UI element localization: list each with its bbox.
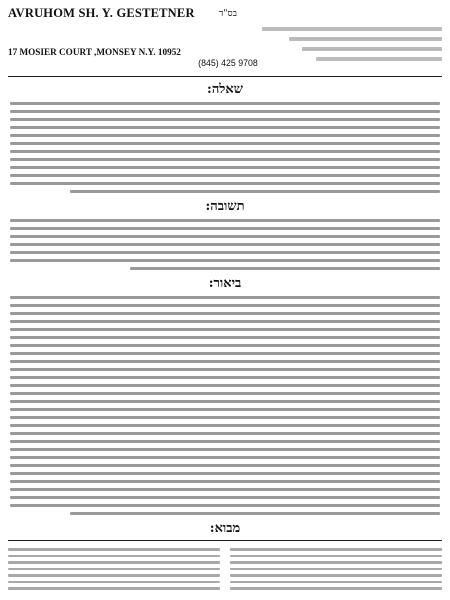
text-line <box>10 304 440 307</box>
text-line <box>8 568 220 571</box>
text-line <box>10 182 440 185</box>
text-line <box>10 456 440 459</box>
text-line <box>10 480 440 483</box>
text-line <box>10 336 440 339</box>
explanation-heading: ביאור: <box>208 276 242 291</box>
text-line <box>230 594 442 595</box>
text-line <box>10 110 440 113</box>
letterhead-english-name: AVRUHOM SH. Y. GESTETNER <box>8 6 195 20</box>
question-body <box>8 102 442 193</box>
letterhead-english-address: 17 MOSIER COURT ,MONSEY N.Y. 10952 <box>8 47 181 57</box>
text-line <box>10 142 440 145</box>
text-line <box>10 259 440 262</box>
text-line <box>230 581 442 584</box>
text-line <box>10 227 440 230</box>
text-line <box>8 548 220 551</box>
text-line <box>10 408 440 411</box>
text-line <box>10 174 440 177</box>
text-line <box>10 235 440 238</box>
text-line <box>10 166 440 169</box>
footer-rule <box>8 540 442 541</box>
text-line <box>230 555 442 558</box>
letterhead-english <box>8 6 193 57</box>
document-page <box>8 6 442 594</box>
text-line <box>10 118 440 121</box>
text-line <box>10 400 440 403</box>
text-line <box>130 267 440 270</box>
text-line <box>230 548 442 551</box>
footer-columns <box>8 544 442 594</box>
text-line <box>10 320 440 323</box>
text-line <box>10 448 440 451</box>
text-line <box>10 392 440 395</box>
text-line <box>10 219 440 222</box>
text-line <box>10 488 440 491</box>
text-line <box>10 296 440 299</box>
answer-body <box>8 219 442 270</box>
text-line <box>10 384 440 387</box>
question-heading: שאלה: <box>207 82 243 97</box>
text-line <box>10 376 440 379</box>
text-line <box>8 594 220 595</box>
letterhead-hebrew-line <box>316 57 442 61</box>
text-line <box>10 102 440 105</box>
letterhead-hebrew-line <box>262 27 442 31</box>
text-line <box>10 312 440 315</box>
text-line <box>10 432 440 435</box>
text-line <box>10 472 440 475</box>
text-line <box>8 574 220 577</box>
text-line <box>230 587 442 590</box>
text-line <box>8 587 220 590</box>
text-line <box>10 464 440 467</box>
text-line <box>10 150 440 153</box>
text-line <box>10 360 440 363</box>
text-line <box>10 328 440 331</box>
text-line <box>8 581 220 584</box>
text-line <box>70 190 440 193</box>
text-line <box>8 555 220 558</box>
text-line <box>8 561 220 564</box>
text-line <box>10 251 440 254</box>
letterhead <box>8 6 442 77</box>
letterhead-bsd: בס"ד <box>219 9 237 19</box>
text-line <box>10 368 440 371</box>
footer-column-left <box>8 544 220 594</box>
text-line <box>10 243 440 246</box>
text-line <box>10 352 440 355</box>
sources-heading: מבוא: <box>209 521 241 536</box>
text-line <box>230 561 442 564</box>
text-line <box>10 344 440 347</box>
explanation-body <box>8 296 442 515</box>
letterhead-hebrew <box>262 6 442 61</box>
text-line <box>70 512 440 515</box>
footer-column-right <box>230 544 442 594</box>
text-line <box>10 134 440 137</box>
text-line <box>10 126 440 129</box>
text-line <box>230 574 442 577</box>
text-line <box>10 424 440 427</box>
text-line <box>230 568 442 571</box>
text-line <box>10 440 440 443</box>
letterhead-phone: (845) 425 9708 <box>198 58 258 68</box>
letterhead-hebrew-line <box>302 47 442 51</box>
text-line <box>10 416 440 419</box>
text-line <box>10 496 440 499</box>
text-line <box>10 504 440 507</box>
answer-heading: תשובה: <box>205 199 245 214</box>
letterhead-hebrew-name-placeholder <box>262 6 442 21</box>
letterhead-hebrew-line <box>289 37 442 41</box>
text-line <box>10 158 440 161</box>
